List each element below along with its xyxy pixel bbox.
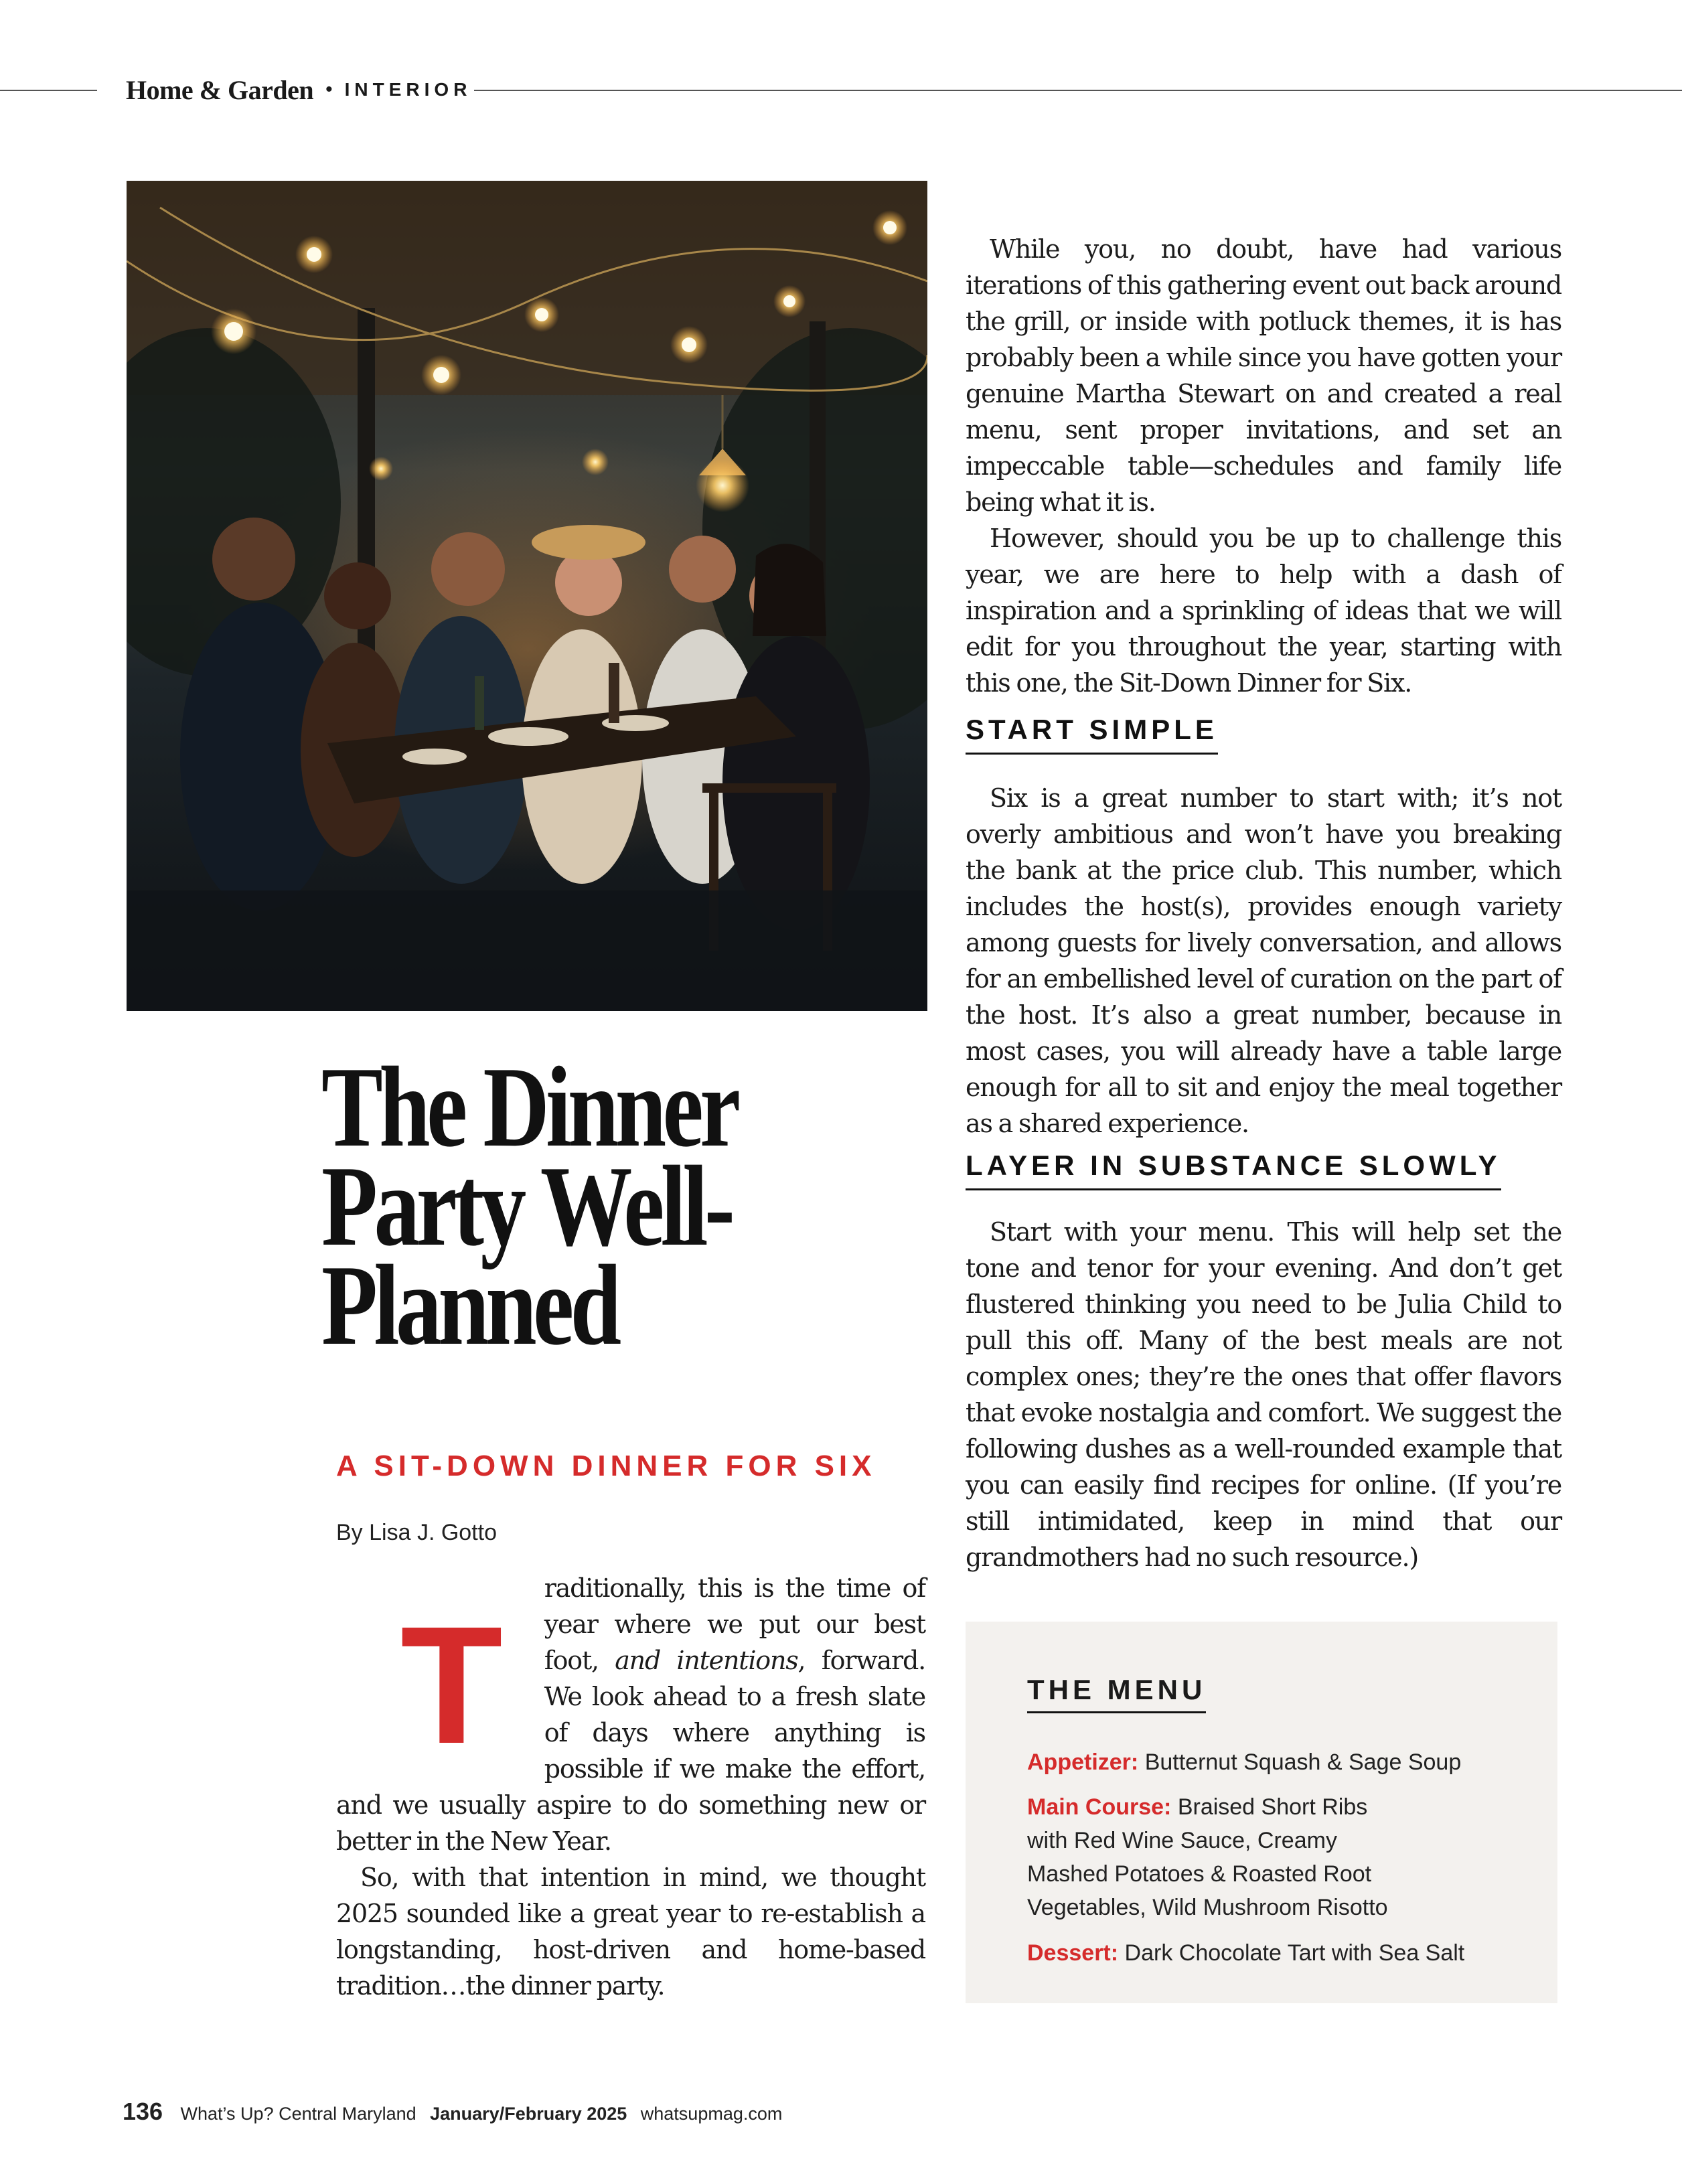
menu-item-text: Dark Chocolate Tart with Sea Salt [1124,1940,1465,1966]
page-footer [123,2098,782,2126]
section-name: Home & Garden [126,74,314,105]
subhead-start-simple: START SIMPLE [966,714,1218,755]
byline: By Lisa J. Gotto [336,1520,497,1545]
paragraph: However, should you be up to challenge this year, we are here to help with a dash of inspiration and a sprinkling of ideas that we will edit for you throughout the year, starting with this one, the Sit-Down Dinner for Six. [966,524,1561,698]
article-title [321,1044,804,1369]
menu-title: THE MENU [1027,1674,1206,1713]
article-dek: A SIT-DOWN DINNER FOR SIX [336,1450,876,1482]
emphasis-text: and intentions [615,1646,798,1675]
header-rule-left [0,90,97,91]
paragraph: While you, no doubt, have had various iterations of this gathering event out back around the grill, or inside with potluck themes, it is has probably been a while since you have gotten your genuine Martha Stewart on and created a real menu, sent proper invitations, and set an impeccable table—schedules and family life being what it is. [966,234,1561,517]
body-section-layer-in-substance [966,1214,1561,1575]
title-line: Planned [321,1242,618,1369]
paragraph-text: , forward. We look ahead to a fresh slate of days where anything is possible if we make the effort, and we usually aspire to do something new or better in the New Year. [336,1646,925,1856]
menu-sidebar [966,1622,1557,2003]
paragraph: Six is a great number to start with; it’s not overly ambitious and won’t have you breaking the bank at the price club. This number, which includes the host(s), provides enough variety among guests for lively conversation, and allows for an embellished level of curation on the part of the host. It’s also a great number, because in most cases, you will already have a table large enough for all to sit and enjoy the meal together as a shared experience. [966,783,1561,1138]
menu-item-main-course [1027,1790,1402,1924]
paragraph-text: raditionally, this is the time of year where we put our best foot, [544,1573,925,1675]
header-separator: • [325,78,333,100]
menu-item-label: Dessert: [1027,1940,1119,1966]
menu-item-label: Appetizer: [1027,1749,1139,1775]
publication-name: What’s Up? Central Maryland [180,2104,416,2124]
menu-item-label: Main Course: [1027,1794,1172,1820]
section-header [126,70,471,110]
title-line: Party Well- [321,1143,732,1270]
page-number: 136 [123,2098,163,2125]
body-column-left [336,1570,925,2004]
paragraph: So, with that intention in mind, we thought 2025 sounded like a great year to re-establish a longstanding, host-driven and home-based tradition…the dinner party. [336,1863,925,2001]
menu-item-dessert [1027,1936,1509,1970]
outdoor-dinner-party-photo [127,181,927,1011]
body-column-right [966,231,1561,701]
menu-item-appetizer [1027,1745,1509,1779]
header-rule-right [474,90,1682,91]
menu-item-text: Braised Short Ribs with Red Wine Sauce, Creamy Mashed Potatoes & Roasted Root Vegetables, Wild Mushroom Risotto [1027,1794,1388,1920]
body-section-start-simple [966,780,1561,1142]
subsection-name: INTERIOR [344,79,472,100]
subhead-layer-in-substance: LAYER IN SUBSTANCE SLOWLY [966,1150,1501,1190]
paragraph: Start with your menu. This will help set the tone and tenor for your evening. And don’t get flustered thinking you need to be Julia Child to pull this off. Many of the best meals are not complex ones; they’re the ones that offer flavors that evoke nostalgia and comfort. We suggest the following dushes as a well-rounded example that you can easily find recipes for online. (If you’re still intimidated, keep in mind that our grandmothers had no such resource.) [966,1217,1561,1572]
menu-item-text: Butternut Squash & Sage Soup [1144,1749,1462,1775]
issue-date: January/February 2025 [430,2104,627,2124]
title-line: The Dinner [321,1044,737,1171]
website: whatsupmag.com [640,2104,783,2124]
drop-cap: T [400,1591,503,1778]
